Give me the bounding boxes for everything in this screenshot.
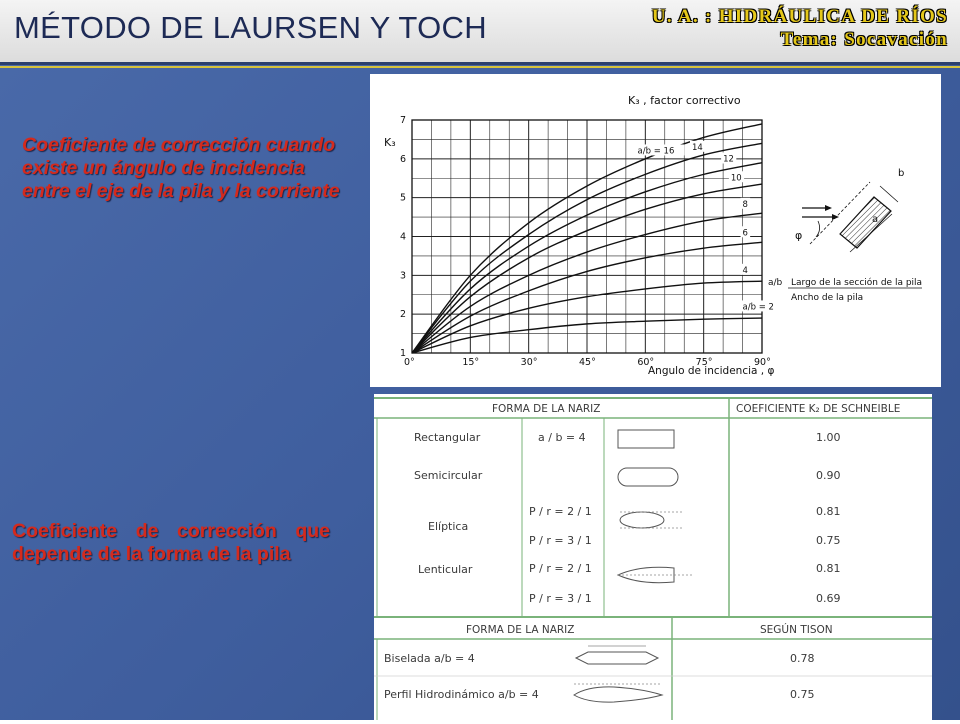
y-tick-label: 4 [400, 231, 407, 243]
x-tick-label: 0° [404, 357, 415, 368]
curve-label: a/b = 16 [637, 146, 675, 157]
curve-label: 4 [742, 265, 748, 276]
row-rectangular-param: a / b = 4 [538, 431, 586, 444]
sketch-a-label: a [872, 214, 879, 225]
k3-figure [370, 74, 941, 387]
beveled-nose-sketch [576, 652, 658, 664]
row-eliptica-coef-1: 0.81 [816, 505, 841, 518]
row-biselada-coef: 0.78 [790, 652, 815, 665]
row-lenticular-shape: Lenticular [418, 563, 473, 576]
row-lenticular-coef-1: 0.81 [816, 562, 841, 575]
row-perfil-shape: Perfil Hidrodinámico a/b = 4 [384, 688, 539, 701]
x-tick-label: 60° [637, 357, 655, 368]
y-axis-label: K₃ [384, 136, 396, 149]
row-lenticular-param-1: P / r = 2 / 1 [529, 562, 592, 575]
table2-header-shape: FORMA DE LA NARIZ [466, 624, 575, 636]
curve-label: 6 [742, 228, 748, 239]
shape-correction-note: Coeficiente de corrección que depende de la forma de la pila [12, 520, 330, 565]
pier-section-shape [840, 197, 891, 248]
sketch-phi-label: φ [795, 229, 803, 242]
row-lenticular-param-2: P / r = 3 / 1 [529, 592, 592, 605]
legend-denominator: Ancho de la pila [791, 293, 864, 303]
y-tick-label: 5 [400, 192, 407, 204]
x-tick-label: 30° [520, 357, 538, 368]
flow-arrowhead [825, 205, 832, 211]
curve-label: a/b = 2 [742, 302, 774, 313]
rectangular-nose-sketch [618, 430, 674, 448]
row-eliptica-param-2: P / r = 3 / 1 [529, 534, 592, 547]
row-rectangular-shape: Rectangular [414, 431, 481, 444]
chart-title: K₃ , factor correctivo [628, 94, 741, 107]
nose-shape-table [374, 394, 932, 720]
row-lenticular-coef-2: 0.69 [816, 592, 841, 605]
semicircular-nose-sketch [618, 468, 678, 486]
course-unit-line2: Tema: Socavación [780, 29, 948, 50]
x-tick-label: 45° [579, 357, 596, 368]
row-semicircular-shape: Semicircular [414, 469, 483, 482]
table2-header-coef: SEGÚN TISON [760, 624, 833, 636]
row-semicircular-coef: 0.90 [816, 469, 841, 482]
sketch-b-label: b [898, 168, 905, 179]
header-divider-dark [0, 62, 960, 65]
k3-chart [370, 74, 941, 387]
curve-label: 10 [730, 173, 742, 184]
row-eliptica-shape: Elíptica [428, 520, 469, 533]
header-bar [0, 0, 960, 62]
curve-label: 8 [742, 199, 748, 210]
course-unit-label [652, 5, 948, 51]
y-tick-label: 3 [400, 270, 407, 282]
x-tick-label: 90° [754, 357, 771, 368]
x-axis-label: Angulo de incidencia , φ [648, 365, 775, 377]
hydrodynamic-nose-sketch [574, 687, 662, 702]
y-tick-label: 6 [400, 153, 407, 165]
y-tick-label: 1 [400, 348, 407, 359]
pier-sketch [795, 168, 904, 252]
curve-label: 14 [692, 142, 703, 153]
angle-correction-note: Coeficiente de corrección cuando existe un ángulo de incidencia entre el eje de la pila y la corriente [22, 134, 340, 202]
row-rectangular-coef: 1.00 [816, 431, 841, 444]
legend-a-over-b: a/b [768, 278, 783, 288]
dim-line-b [880, 186, 898, 202]
x-tick-label: 75° [695, 357, 713, 368]
y-tick-label: 2 [400, 309, 407, 321]
legend-numerator: Largo de la sección de la pila [791, 278, 923, 288]
nose-shape-table-grid [374, 394, 932, 720]
x-tick-label: 15° [462, 357, 480, 368]
ratio-legend [768, 277, 922, 303]
table1-header-coef: COEFICIENTE K₂ DE SCHNEIBLE [736, 403, 901, 415]
header-divider-gold [0, 66, 960, 68]
curve-label: 12 [723, 154, 734, 165]
row-eliptica-coef-2: 0.75 [816, 534, 841, 547]
row-biselada-shape: Biselada a/b = 4 [384, 652, 475, 665]
y-tick-label: 7 [400, 115, 407, 126]
angle-arc [816, 221, 820, 237]
course-unit-line1: U. A. : HIDRÁULICA DE RÍOS [651, 6, 948, 27]
row-perfil-coef: 0.75 [790, 688, 815, 701]
elliptic-nose-sketch [620, 512, 664, 528]
slide-title: MÉTODO DE LAURSEN Y TOCH [14, 10, 487, 45]
row-eliptica-param-1: P / r = 2 / 1 [529, 505, 592, 518]
table1-header-shape: FORMA DE LA NARIZ [492, 403, 601, 415]
